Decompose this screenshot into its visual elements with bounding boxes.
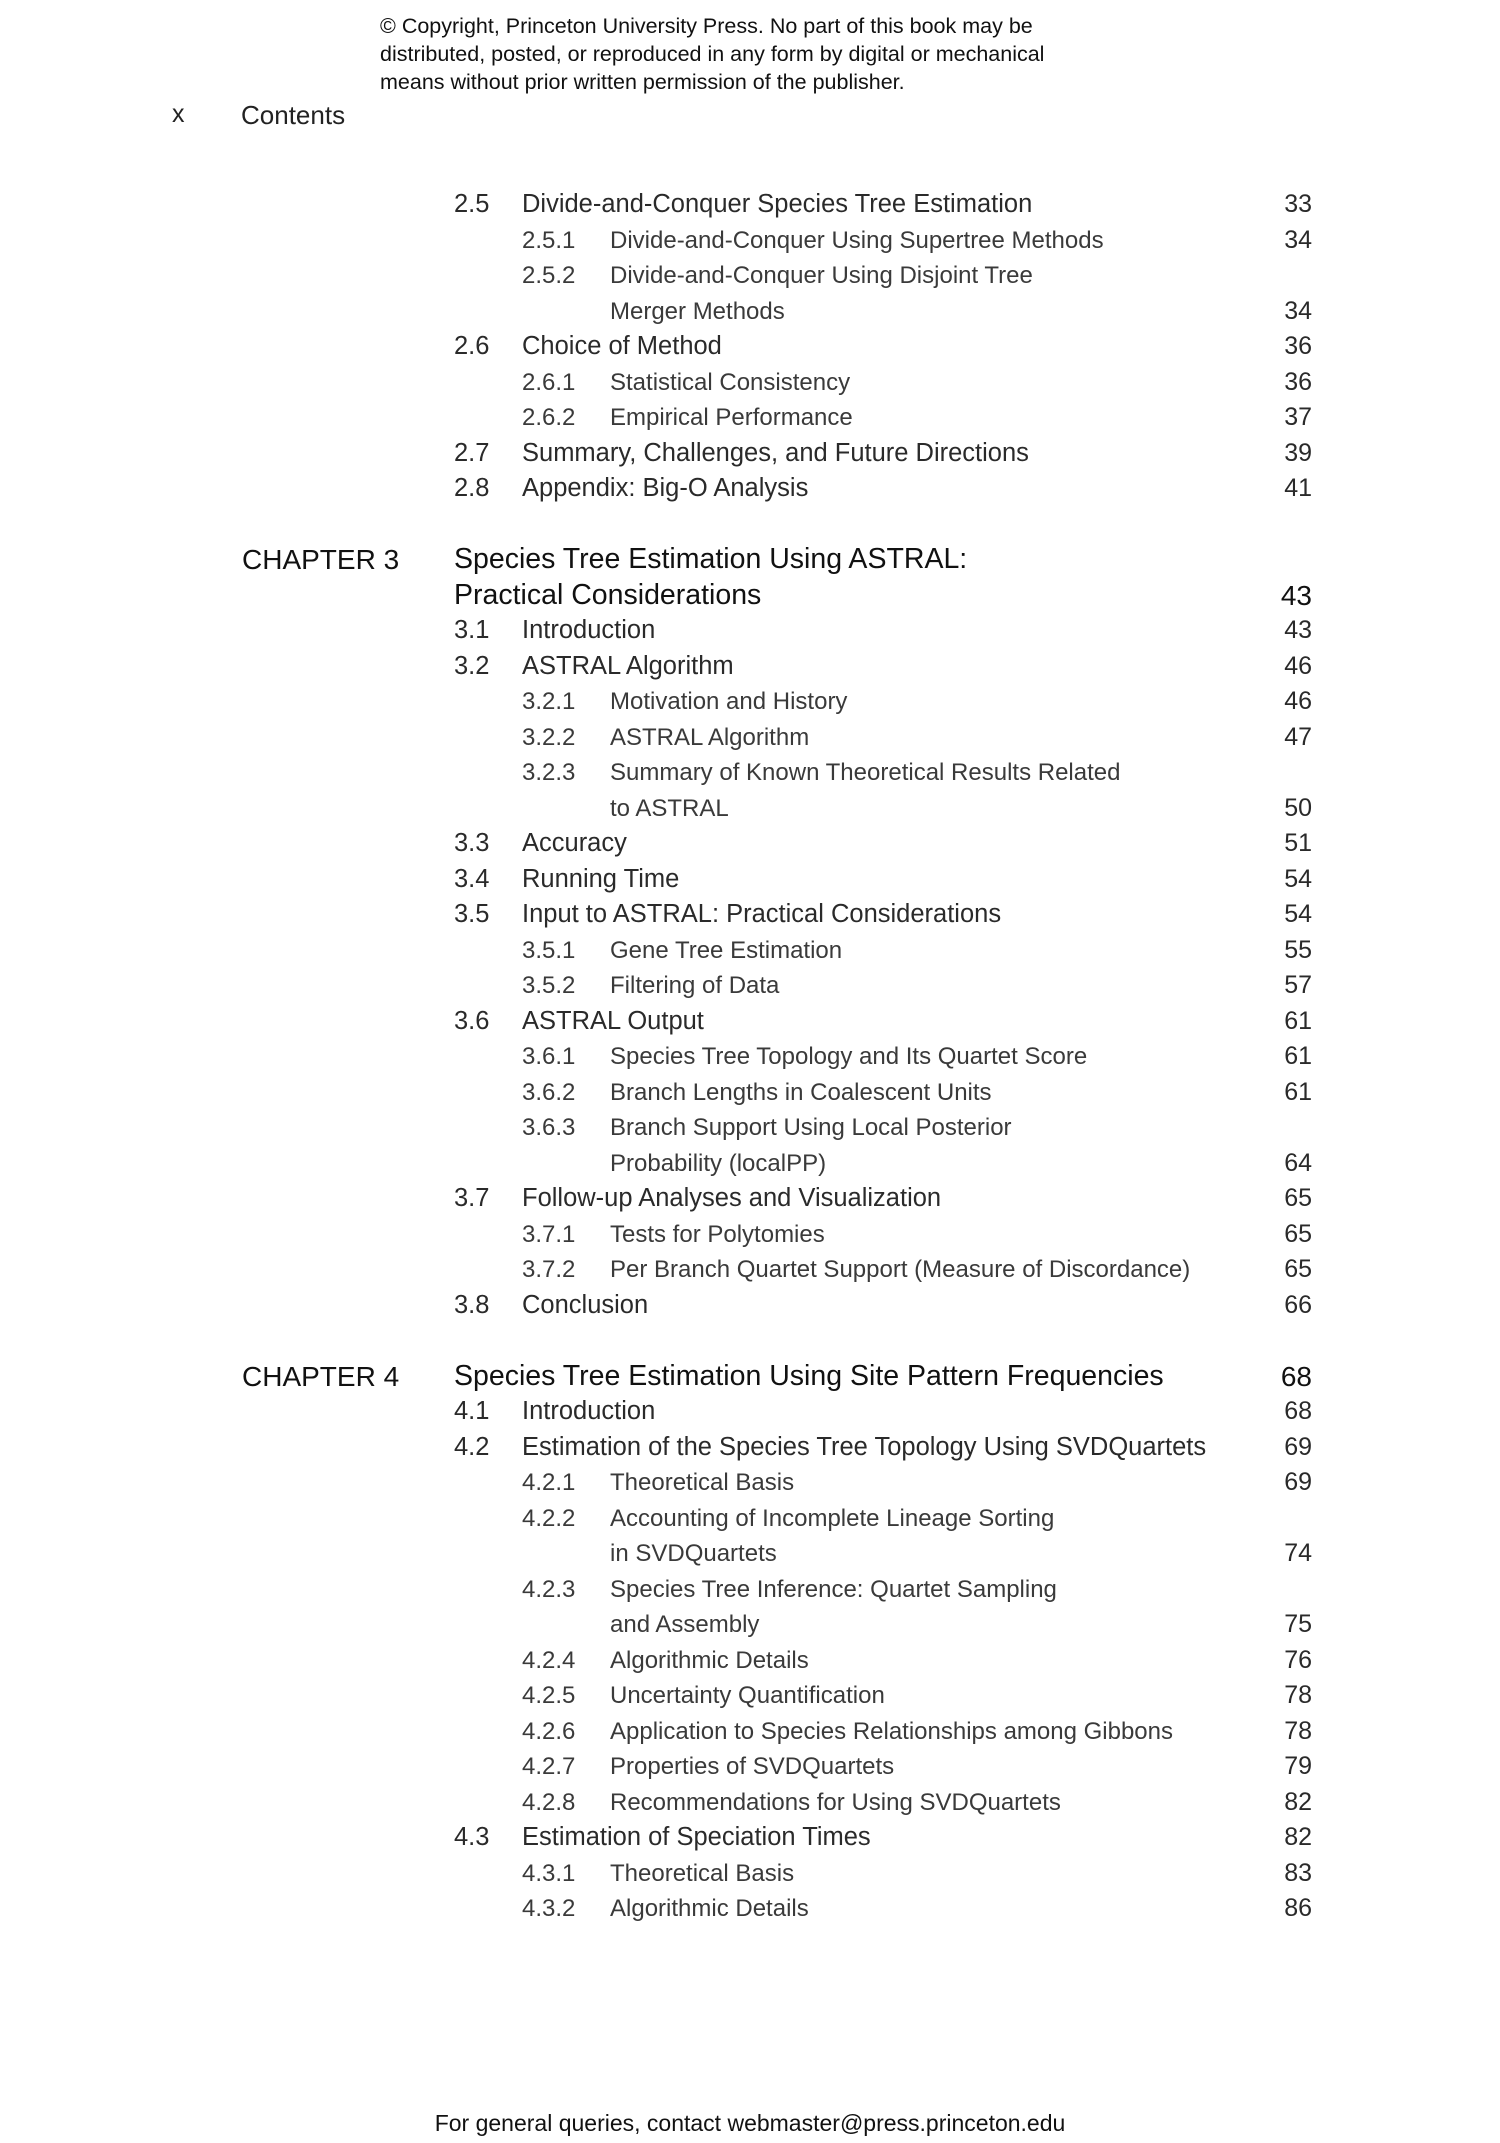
page-number: 36 — [1284, 367, 1312, 396]
toc-entry-3-6-3-continued[interactable] — [0, 1146, 1500, 1182]
section-number: 4.2 — [454, 1432, 490, 1461]
page-number: 34 — [1284, 225, 1312, 254]
section-title: Conclusion — [522, 1290, 649, 1319]
subsection-title: Uncertainty Quantification — [610, 1682, 885, 1709]
subsection-title: Properties of SVDQuartets — [610, 1753, 895, 1780]
toc-entry-3-6-2[interactable] — [0, 1075, 1500, 1111]
toc-entry-3-7[interactable] — [0, 1181, 1500, 1217]
toc-entry-4-1[interactable] — [0, 1394, 1500, 1430]
copyright-notice — [380, 12, 1160, 96]
subsection-number: 4.2.8 — [522, 1788, 576, 1816]
section-title: Accuracy — [522, 829, 627, 857]
subsection-title: Gene Tree Estimation — [610, 936, 843, 964]
chapter-title-continued: Practical Considerations — [454, 578, 762, 611]
toc-entry-4-2[interactable] — [0, 1430, 1500, 1466]
page-number: 65 — [1284, 1255, 1312, 1283]
toc-entry-4-2-3[interactable] — [0, 1572, 1500, 1608]
section-number: 2.7 — [454, 438, 490, 467]
page-number: 36 — [1284, 332, 1312, 360]
section-number: 3.1 — [454, 616, 490, 644]
page-number: 74 — [1284, 1539, 1312, 1567]
subsection-title: Motivation and History — [610, 688, 848, 715]
subsection-number: 4.2.7 — [522, 1753, 576, 1780]
section-title: Input to ASTRAL: Practical Considerations — [522, 900, 1002, 928]
toc-entry-3-3[interactable] — [0, 826, 1500, 862]
subsection-title: Divide-and-Conquer Using Supertree Methods — [610, 226, 1104, 254]
section-title: Estimation of Speciation Times — [522, 1823, 871, 1851]
toc-entry-2-8[interactable] — [0, 471, 1500, 507]
subsection-number: 3.5.1 — [522, 936, 576, 964]
page-number: 75 — [1284, 1610, 1312, 1638]
subsection-title: Summary of Known Theoretical Results Related — [610, 759, 1121, 786]
toc-entry-3-2[interactable] — [0, 649, 1500, 685]
page-number: 61 — [1284, 1077, 1312, 1106]
page-number: 65 — [1284, 1219, 1312, 1248]
page-number: 61 — [1284, 1006, 1312, 1035]
subsection-title-continued: to ASTRAL — [610, 794, 729, 822]
chapter-title: Species Tree Estimation Using Site Pattern Frequencies — [454, 1359, 1164, 1392]
page-number: 37 — [1284, 403, 1312, 431]
page-number: 54 — [1284, 864, 1312, 893]
section-number: 4.1 — [454, 1397, 490, 1425]
page-number: 46 — [1284, 651, 1312, 680]
section-number: 2.6 — [454, 332, 490, 360]
toc-entry-4-2-1[interactable] — [0, 1465, 1500, 1501]
section-title: ASTRAL Output — [522, 1006, 704, 1035]
page-number: 83 — [1284, 1858, 1312, 1887]
chapter-page-number: 43 — [1280, 579, 1312, 611]
toc-entry-4-3-2[interactable] — [0, 1891, 1500, 1927]
page-number: 61 — [1284, 1042, 1312, 1070]
subsection-number: 3.6.1 — [522, 1043, 576, 1070]
subsection-title: Application to Species Relationships among Gibbons — [610, 1717, 1174, 1745]
subsection-title: Species Tree Inference: Quartet Sampling — [610, 1575, 1057, 1603]
section-title: Appendix: Big-O Analysis — [522, 474, 809, 502]
subsection-number: 2.5.1 — [522, 226, 576, 254]
toc-entry-2-6-1[interactable] — [0, 365, 1500, 401]
toc-entry-4-2-5[interactable] — [0, 1678, 1500, 1714]
page-number: 66 — [1284, 1290, 1312, 1319]
page-folio: x — [172, 100, 185, 128]
section-title: Follow-up Analyses and Visualization — [522, 1184, 942, 1212]
chapter-title: Species Tree Estimation Using ASTRAL: — [454, 543, 968, 575]
subsection-number: 4.2.3 — [522, 1575, 576, 1603]
copyright-line-2: distributed, posted, or reproduced in any form by digital or mechanical — [380, 42, 1045, 66]
toc-entry-3-2-3-continued[interactable] — [0, 791, 1500, 827]
subsection-number: 4.2.5 — [522, 1682, 576, 1709]
toc-entry-4-2-7[interactable] — [0, 1749, 1500, 1785]
subsection-number: 2.6.2 — [522, 404, 576, 431]
toc-entry-2-6[interactable] — [0, 329, 1500, 365]
subsection-title: Species Tree Topology and Its Quartet Score — [610, 1043, 1088, 1070]
subsection-title: Algorithmic Details — [610, 1646, 809, 1674]
subsection-title-continued: Merger Methods — [610, 297, 785, 325]
page-number: 78 — [1284, 1681, 1312, 1709]
section-number: 3.7 — [454, 1184, 490, 1212]
subsection-title: Theoretical Basis — [610, 1469, 795, 1496]
subsection-title: Accounting of Incomplete Lineage Sorting — [610, 1504, 1055, 1532]
subsection-number: 3.5.2 — [522, 972, 576, 999]
subsection-title: Per Branch Quartet Support (Measure of Discordance) — [610, 1256, 1191, 1283]
subsection-title: Branch Support Using Local Posterior — [610, 1114, 1012, 1141]
subsection-number: 3.2.2 — [522, 723, 576, 751]
page-number: 64 — [1284, 1148, 1312, 1177]
copyright-line-3: means without prior written permission of the publisher. — [380, 70, 905, 94]
subsection-number: 2.6.1 — [522, 368, 576, 396]
toc-entry-3-5-2[interactable] — [0, 968, 1500, 1004]
toc-entry-2-7[interactable] — [0, 436, 1500, 472]
toc-entry-4-2-2[interactable] — [0, 1501, 1500, 1537]
toc-entry-2-5-2-continued[interactable] — [0, 294, 1500, 330]
page-number: 39 — [1284, 438, 1312, 467]
toc-entry-3-4[interactable] — [0, 862, 1500, 898]
section-title: Running Time — [522, 864, 680, 893]
toc-entry-3-6-1[interactable] — [0, 1039, 1500, 1075]
toc-entry-3-5[interactable] — [0, 897, 1500, 933]
subsection-number: 3.2.1 — [522, 688, 576, 715]
chapter-label: CHAPTER 3 — [242, 544, 400, 575]
toc-entry-3-5-1[interactable] — [0, 933, 1500, 969]
subsection-title: Statistical Consistency — [610, 368, 851, 396]
subsection-title: Theoretical Basis — [610, 1859, 795, 1887]
page-number: 79 — [1284, 1752, 1312, 1780]
subsection-title: Recommendations for Using SVDQuartets — [610, 1788, 1061, 1816]
toc-entry-3-2-1[interactable] — [0, 684, 1500, 720]
section-number: 3.5 — [454, 900, 490, 928]
page-number: 33 — [1284, 190, 1312, 218]
toc-entry-3-2-3[interactable] — [0, 755, 1500, 791]
page-number: 47 — [1284, 722, 1312, 751]
section-number: 4.3 — [454, 1823, 490, 1851]
page-number: 76 — [1284, 1645, 1312, 1674]
section-number: 3.2 — [454, 651, 490, 680]
chapter-page-number: 68 — [1280, 1360, 1312, 1392]
subsection-number: 4.3.1 — [522, 1859, 576, 1887]
section-number: 2.5 — [454, 190, 490, 218]
subsection-number: 4.2.2 — [522, 1504, 576, 1532]
subsection-title: Filtering of Data — [610, 972, 780, 999]
copyright-line-1: © Copyright, Princeton University Press. No part of this book may be — [380, 14, 1033, 38]
page-number: 43 — [1284, 616, 1312, 644]
toc-entry-4-2-4[interactable] — [0, 1643, 1500, 1679]
page-number: 82 — [1284, 1787, 1312, 1816]
subsection-title: Divide-and-Conquer Using Disjoint Tree — [610, 262, 1033, 289]
subsection-title: Algorithmic Details — [610, 1895, 809, 1922]
section-title: Introduction — [522, 616, 656, 644]
section-title: Choice of Method — [522, 332, 722, 360]
subsection-number: 3.6.2 — [522, 1078, 576, 1106]
toc-entry-2-5-1[interactable] — [0, 223, 1500, 259]
page-number: 51 — [1284, 829, 1312, 857]
running-head — [0, 100, 600, 134]
subsection-number: 4.2.4 — [522, 1646, 576, 1674]
toc-entry-3-6[interactable] — [0, 1004, 1500, 1040]
subsection-title: Empirical Performance — [610, 404, 853, 431]
chapter-3-heading[interactable] — [0, 542, 1500, 578]
toc-entry-2-5-2[interactable] — [0, 258, 1500, 294]
table-of-contents — [0, 187, 1500, 1927]
page-number: 50 — [1284, 793, 1312, 822]
subsection-title: ASTRAL Algorithm — [610, 723, 810, 751]
toc-entry-4-3-1[interactable] — [0, 1856, 1500, 1892]
subsection-number: 4.3.2 — [522, 1895, 576, 1922]
page-number: 54 — [1284, 900, 1312, 928]
toc-entry-4-2-3-continued[interactable] — [0, 1607, 1500, 1643]
toc-entry-3-7-2[interactable] — [0, 1252, 1500, 1288]
page-number: 57 — [1284, 971, 1312, 999]
page-number: 86 — [1284, 1894, 1312, 1922]
subsection-title: Tests for Polytomies — [610, 1220, 825, 1248]
page-number: 55 — [1284, 935, 1312, 964]
subsection-number: 4.2.1 — [522, 1469, 576, 1496]
subsection-number: 3.2.3 — [522, 759, 576, 786]
subsection-title-continued: Probability (localPP) — [610, 1149, 827, 1177]
subsection-number: 4.2.6 — [522, 1717, 576, 1745]
subsection-number: 3.6.3 — [522, 1114, 576, 1141]
toc-entry-3-7-1[interactable] — [0, 1217, 1500, 1253]
section-number: 3.3 — [454, 829, 490, 857]
subsection-number: 3.7.2 — [522, 1256, 576, 1283]
chapter-label: CHAPTER 4 — [242, 1360, 400, 1392]
page-number: 46 — [1284, 687, 1312, 715]
page-number: 82 — [1284, 1823, 1312, 1851]
subsection-number: 2.5.2 — [522, 262, 576, 289]
page-number: 68 — [1284, 1397, 1312, 1425]
section-number: 2.8 — [454, 474, 490, 502]
section-title: Divide-and-Conquer Species Tree Estimation — [522, 190, 1033, 218]
toc-entry-3-2-2[interactable] — [0, 720, 1500, 756]
section-number: 3.8 — [454, 1290, 490, 1319]
footer-contact: For general queries, contact webmaster@press.princeton.edu — [434, 2110, 1066, 2136]
section-title: ASTRAL Algorithm — [522, 651, 734, 680]
section-number: 3.6 — [454, 1006, 490, 1035]
toc-entry-4-2-2-continued[interactable] — [0, 1536, 1500, 1572]
toc-entry-3-8[interactable] — [0, 1288, 1500, 1324]
subsection-title-continued: in SVDQuartets — [610, 1540, 777, 1567]
toc-entry-3-1[interactable] — [0, 613, 1500, 649]
chapter-3-heading-continued[interactable] — [0, 578, 1500, 614]
running-title: Contents — [241, 100, 346, 130]
subsection-title-continued: and Assembly — [610, 1611, 760, 1638]
toc-entry-2-5[interactable] — [0, 187, 1500, 223]
page-number: 69 — [1284, 1468, 1312, 1496]
section-title: Estimation of the Species Tree Topology Using SVDQuartets — [522, 1432, 1207, 1461]
subsection-number: 3.7.1 — [522, 1220, 576, 1248]
chapter-4-heading[interactable] — [0, 1359, 1500, 1395]
page-number: 65 — [1284, 1184, 1312, 1212]
page-number: 69 — [1284, 1432, 1312, 1461]
toc-entry-2-6-2[interactable] — [0, 400, 1500, 436]
page-number: 78 — [1284, 1716, 1312, 1745]
toc-entry-4-3[interactable] — [0, 1820, 1500, 1856]
toc-entry-3-6-3[interactable] — [0, 1110, 1500, 1146]
toc-entry-4-2-6[interactable] — [0, 1714, 1500, 1750]
section-title: Summary, Challenges, and Future Directions — [522, 438, 1029, 467]
section-number: 3.4 — [454, 864, 490, 893]
page-number: 34 — [1284, 296, 1312, 325]
page-number: 41 — [1284, 474, 1312, 502]
section-title: Introduction — [522, 1397, 656, 1425]
subsection-title: Branch Lengths in Coalescent Units — [610, 1078, 992, 1106]
toc-entry-4-2-8[interactable] — [0, 1785, 1500, 1821]
